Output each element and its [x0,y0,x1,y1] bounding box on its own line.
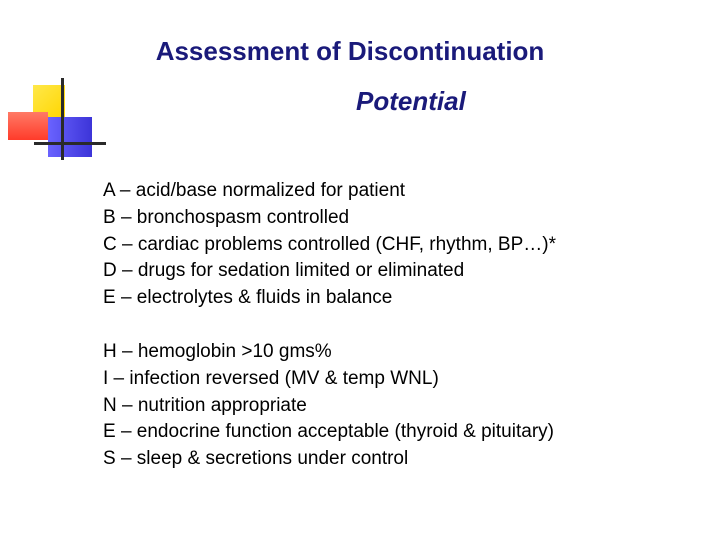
list-item: D – drugs for sedation limited or eliminated [103,260,465,282]
criteria-list-hines [103,339,554,473]
list-item: E – electrolytes & fluids in balance [103,287,393,309]
list-item: C – cardiac problems controlled (CHF, rhythm, BP…)* [103,233,556,255]
list-item: A – acid/base normalized for patient [103,180,406,201]
list-item: N – nutrition appropriate [103,394,307,416]
logo-blue-square [48,117,92,157]
list-item: S – sleep & secretions under control [103,448,409,470]
logo-horizontal-line [34,142,106,145]
list-item: B – bronchospasm controlled [103,206,350,228]
logo-red-square [8,112,48,140]
logo-vertical-line [61,78,64,160]
list-item: E – endocrine function acceptable (thyroid & pituitary) [103,421,554,443]
criteria-list-abcde [103,178,556,312]
list-item: I – infection reversed (MV & temp WNL) [103,367,439,389]
list-item: H – hemoglobin >10 gms% [103,341,332,362]
decorative-logo-icon [0,0,110,170]
slide-title: Assessment of Discontinuation [155,36,545,66]
slide-title-continued: Potential [356,86,466,116]
